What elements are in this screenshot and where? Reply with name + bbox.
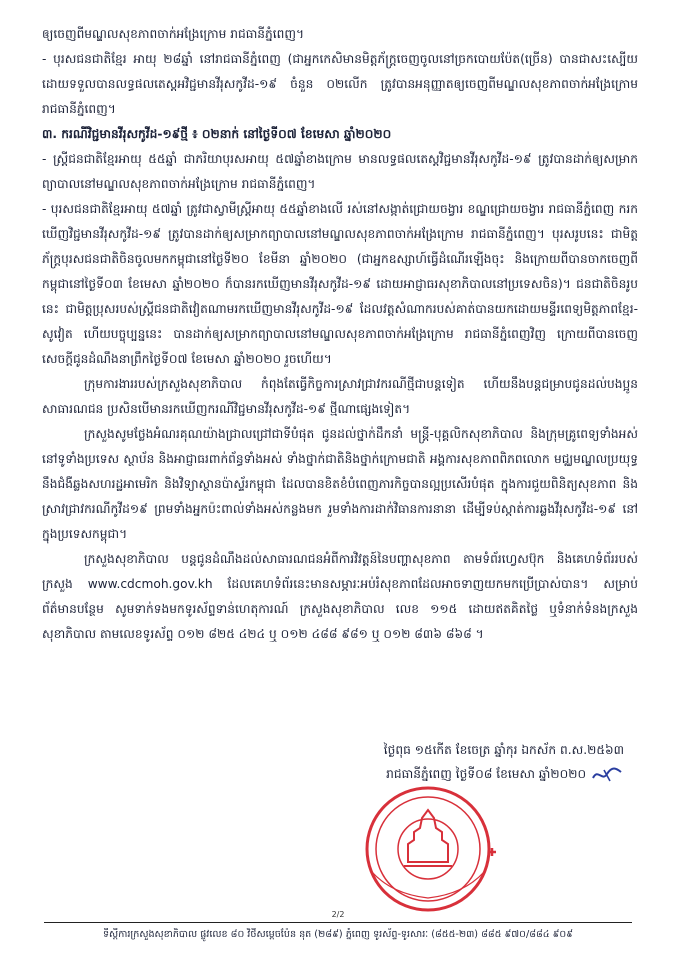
paragraph-gratitude: ក្រសួងសូមថ្លែងអំណរគុណយ៉ាងជ្រាលជ្រៅជាទីបំផុត ជូនដល់ថ្នាក់ដឹកនាំ មន្ត្រី-បុគ្គលិកសុខាភិបាល និងក្រុមគ្រូពេទ្យទាំងអស់នៅទូទាំងប្រទេស ស្ថាប័ន និងអាជ្ញាធរពាក់ព័ន្ធទាំងអស់ ទាំងថ្នាក់ជាតិនិងថ្នាក់ក្រោមជាតិ អង្គការសុខភាពពិភពលោក មជ្ឈមណ្ឌលប្រយុទ្ធនឹងជំងឺឆ្លងសហរដ្ឋអាមេរិក និងវិទ្យាស្ថានប៉ាស្ទ័រកម្ពុជា ដែលបានខិតខំបំពេញភារកិច្ចបានល្អប្រសើរបំផុត ក្នុងការជួយពិនិត្យសុខភាព និងស្រាវជ្រាវករណីកូវីដ១៩ ព្រមទាំងអ្នកប៉ះពាល់ទាំងអស់កន្លងមក រួមទាំងការដាក់វិធានការនានា ដើម្បីទប់ស្កាត់ការឆ្លងវីរុសកូវីដ-១៩ នៅក្នុងប្រទេសកម្ពុជា។ [42, 427, 638, 541]
date-solar-text: រាជធានីភ្នំពេញ ថ្ងៃទី០៨ ខែមេសា ឆ្នាំ២០២០ [386, 767, 587, 781]
paragraph-recovered-case: - បុរសជនជាតិខ្មែរ អាយុ ២៨ឆ្នាំ នៅរាជធានីភ្នំពេញ (ជាអ្នកកេសិមានមិត្តភ័ក្ត្រចេញចូលនៅច្រកបោយប៉ែត(ច្រើន) បានជាសះស្បើយ ដោយទទួលបានលទ្ធផលតេស្តអវិជ្ជមានវីរុសកូវីដ-១៩ ចំនួន ០២លើក ត្រូវបានអនុញ្ញាតឲ្យចេញពីមណ្ឌលសុខភាពចាក់អង្រែក្រោម រាជធានីភ្នំពេញ។ [42, 52, 638, 116]
document-body [42, 22, 638, 647]
date-block [334, 738, 624, 786]
ministry-seal-icon [358, 782, 508, 917]
footer-divider [44, 922, 632, 923]
paragraph-new-case-woman: - ស្ត្រីជនជាតិខ្មែរអាយុ ៥៥ឆ្នាំ ជាភរិយាបុរសអាយុ ៥៧ឆ្នាំខាងក្រោម មានលទ្ធផលតេស្តវិជ្ជមានវីរុសកូវីដ-១៩ ត្រូវបានដាក់ឲ្យសម្រាកព្យាបាលនៅមណ្ឌលសុខភាពចាក់អង្រែក្រោម រាជធានីភ្នំពេញ។ [42, 152, 638, 191]
signature-mark-icon [590, 766, 624, 784]
date-lunar: ថ្ងៃពុធ ១៥កើត ខែចេត្រ ឆ្នាំកុរ ឯកស័ក ព.ស.២៥៦៣ [383, 743, 624, 757]
paragraph-new-case-man: - បុរសជនជាតិខ្មែរអាយុ ៥៧ឆ្នាំ ត្រូវជាស្វាមីស្ត្រីអាយុ ៥៥ឆ្នាំខាងលើ រស់នៅសង្កាត់ជ្រោយចង្វារ ខណ្ឌជ្រោយចង្វារ រាជធានីភ្នំពេញ ករកឃើញវិជ្ជមានវីរុសកូវីដ-១៩ ត្រូវបានដាក់ឲ្យសម្រាកព្យាបាលនៅមណ្ឌលសុខភាពចាក់អង្រែក្រោម រាជធានីភ្នំពេញ។ បុរសរូបនេះ ជាមិត្តភ័ក្ត្របុរសជនជាតិចិនចូលមកកម្ពុជានៅថ្ងៃទី២០ ខែមីនា ឆ្នាំ២០២០ (ជាអ្នកឧស្សាហ៍ធ្វើដំណើរឡើងចុះ និងក្រោយពីបានចាកចេញពីកម្ពុជានៅថ្ងៃទី០៣ ខែមេសា ឆ្នាំ២០២០ ក៏បានរកឃើញមានវីរុសកូវីដ-១៩ ដោយអាជ្ញាធរសុខាភិបាលនៅប្រទេសចិន)។ ជនជាតិចិនរូបនេះ ជាមិត្តប្រុសរបស់ស្ត្រីជនជាតិវៀតណាមរកឃើញមានវីរុសកូវីដ-១៩ ដែលវត្តសំណាករបស់គាត់បានយកដោយមន្ទីរពេទ្យមិត្តភាពខ្មែរ-សូវៀត ហើយបច្ចុប្បន្ននេះ បានដាក់ឲ្យសម្រាកព្យាបាលនៅមណ្ឌលសុខភាពចាក់អង្រែក្រោម រាជធានីភ្នំពេញវិញ ក្រោយពីបានចេញសេចក្តីជូនដំណឹងនាព្រឹកថ្ងៃទី០៧ ខែមេសា ឆ្នាំ២០២០ រួចហើយ។ [42, 202, 638, 366]
page-number: 2/2 [331, 910, 345, 919]
paragraph-investigation: ក្រុមការងាររបស់ក្រសួងសុខាភិបាល កំពុងតែធ្វើកិច្ចការស្រាវជ្រាវករណីថ្មីជាបន្តទៀត ហើយនឹងបន្តជម្រាបជូនដល់បងប្អូនសាធារណជន ប្រសិនបើមានរកឃើញករណីវិជ្ជមានវីរុសកូវីដ-១៩ ថ្មីណាផ្សេងទៀត។ [42, 377, 638, 416]
paragraph-contact-info: ក្រសួងសុខាភិបាល បន្តជូនដំណឹងដល់សាធារណជនអំពីការវិវត្តន៍នៃបញ្ហាសុខភាព តាមទំព័រហ្វេសប៊ុក និងគេហទំព័ររបស់ក្រសួង www.cdcmoh.gov.kh ដែលគេហទំព័រនេះមានសម្ភារៈអប់រំសុខភាពដែលអាចទាញយកមកប្រើប្រាស់បាន។ សម្រាប់ព័ត៌មានបន្ថែម សូមទាក់ទងមកទូរស័ព្ទទាន់ហេតុការណ៍ ក្រសួងសុខាភិបាល លេខ ១១៥ ដោយឥតគិតថ្លៃ ឬទំនាក់ទំនងក្រសួងសុខាភិបាល តាមលេខទូរស័ព្ទ ០១២ ៨២៥ ៤២៤ ឬ ០១២ ៤៨៨ ៩៨១ ឬ ០១២ ៨៣៦ ៨៦៨ ។ [42, 552, 638, 641]
footer-address: ទីស្តីការក្រសួងសុខាភិបាល ផ្លូវលេខ ៨០ វិថីសម្តេចប៉ែន នុត (២៨៩) ភ្នំពេញ ទូរស័ព្ទ-ទូរសារៈ (៨៥៥-២៣) ៨៨៥ ៩៧០/៨៨៤ ៩០៩ [102, 929, 574, 940]
section-heading-new-cases: ៣. ករណីវិជ្ជមានវីរុសកូវីដ-១៩ថ្មី ៖ ០២នាក់ នៅថ្ងៃទី០៧ ខែមេសា ឆ្នាំ២០២០ [42, 127, 392, 141]
paragraph-continuation: ឲ្យចេញពីមណ្ឌលសុខភាពចាក់អង្រែក្រោម រាជធានីភ្នំពេញ។ [42, 27, 305, 41]
